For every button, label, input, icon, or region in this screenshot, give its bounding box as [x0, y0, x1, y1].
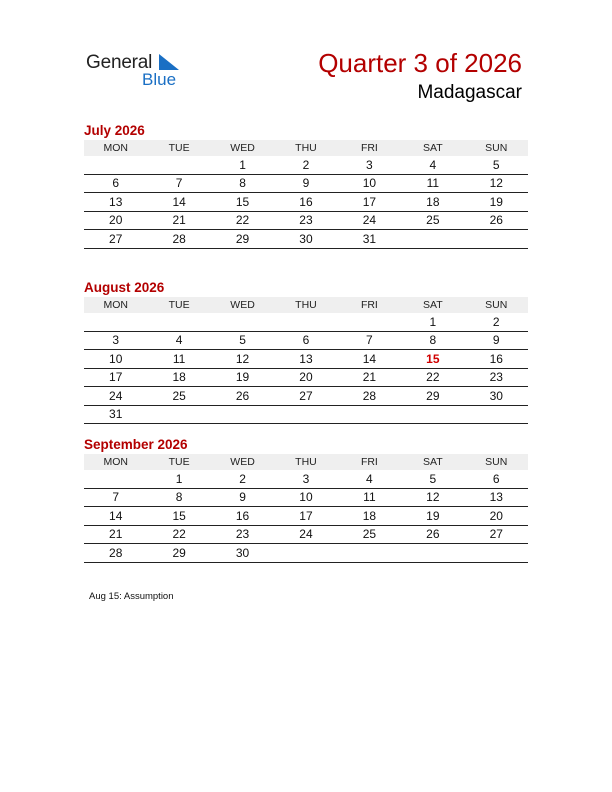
month-table — [84, 140, 528, 249]
day-cell: 21 — [147, 211, 210, 230]
empty-day-cell — [274, 544, 337, 563]
day-cell: 17 — [274, 507, 337, 526]
day-cell: 20 — [465, 507, 528, 526]
month-calendar — [84, 122, 528, 249]
day-cell: 13 — [84, 193, 147, 212]
day-cell: 24 — [338, 211, 401, 230]
day-cell: 31 — [338, 230, 401, 249]
weekday-header: SUN — [465, 140, 528, 156]
empty-day-cell — [147, 156, 210, 174]
day-cell: 27 — [274, 387, 337, 406]
day-cell: 30 — [274, 230, 337, 249]
day-cell: 26 — [465, 211, 528, 230]
weekday-header-row — [84, 297, 528, 313]
day-cell: 16 — [211, 507, 274, 526]
empty-day-cell — [274, 405, 337, 424]
weekday-header: WED — [211, 297, 274, 313]
empty-day-cell — [147, 405, 210, 424]
generalblue-logo — [86, 52, 196, 92]
week-row — [84, 387, 528, 406]
day-cell: 10 — [274, 488, 337, 507]
day-cell: 9 — [211, 488, 274, 507]
day-cell: 30 — [465, 387, 528, 406]
day-cell: 8 — [211, 174, 274, 193]
weekday-header: MON — [84, 140, 147, 156]
day-cell: 28 — [147, 230, 210, 249]
weekday-header: SAT — [401, 454, 464, 470]
day-cell: 1 — [147, 470, 210, 488]
empty-day-cell — [338, 544, 401, 563]
weekday-header: WED — [211, 454, 274, 470]
day-cell: 19 — [465, 193, 528, 212]
week-row — [84, 313, 528, 331]
day-cell: 13 — [274, 350, 337, 369]
day-cell: 7 — [84, 488, 147, 507]
empty-day-cell — [84, 313, 147, 331]
weekday-header: FRI — [338, 140, 401, 156]
empty-day-cell — [465, 405, 528, 424]
day-cell: 22 — [147, 525, 210, 544]
day-cell: 23 — [274, 211, 337, 230]
day-cell: 14 — [84, 507, 147, 526]
day-cell: 4 — [147, 331, 210, 350]
month-title: September 2026 — [84, 437, 188, 452]
day-cell: 27 — [84, 230, 147, 249]
day-cell: 16 — [465, 350, 528, 369]
day-cell: 24 — [274, 525, 337, 544]
logo-flag-icon — [159, 54, 179, 70]
logo-blue-text: Blue — [142, 70, 177, 89]
day-cell: 28 — [338, 387, 401, 406]
empty-day-cell — [147, 313, 210, 331]
day-cell: 15 — [147, 507, 210, 526]
day-cell: 2 — [465, 313, 528, 331]
empty-day-cell — [274, 313, 337, 331]
week-row — [84, 470, 528, 488]
empty-day-cell — [84, 156, 147, 174]
weekday-header: FRI — [338, 454, 401, 470]
day-cell: 26 — [211, 387, 274, 406]
day-cell: 22 — [401, 368, 464, 387]
day-cell: 7 — [147, 174, 210, 193]
day-cell: 8 — [147, 488, 210, 507]
month-calendar — [84, 279, 528, 424]
day-cell: 19 — [211, 368, 274, 387]
empty-day-cell — [401, 544, 464, 563]
week-row — [84, 488, 528, 507]
day-cell: 23 — [465, 368, 528, 387]
day-cell: 13 — [465, 488, 528, 507]
holiday-day-cell: 15 — [401, 350, 464, 369]
week-row — [84, 544, 528, 563]
day-cell: 14 — [338, 350, 401, 369]
day-cell: 20 — [274, 368, 337, 387]
week-row — [84, 193, 528, 212]
week-row — [84, 230, 528, 249]
weekday-header-row — [84, 140, 528, 156]
day-cell: 26 — [401, 525, 464, 544]
weekday-header: SUN — [465, 297, 528, 313]
weekday-header: THU — [274, 140, 337, 156]
weekday-header: TUE — [147, 140, 210, 156]
day-cell: 28 — [84, 544, 147, 563]
day-cell: 22 — [211, 211, 274, 230]
day-cell: 27 — [465, 525, 528, 544]
day-cell: 21 — [338, 368, 401, 387]
day-cell: 29 — [147, 544, 210, 563]
day-cell: 3 — [274, 470, 337, 488]
day-cell: 18 — [338, 507, 401, 526]
empty-day-cell — [401, 405, 464, 424]
empty-day-cell — [211, 405, 274, 424]
weekday-header: THU — [274, 297, 337, 313]
day-cell: 1 — [211, 156, 274, 174]
day-cell: 11 — [338, 488, 401, 507]
month-calendar — [84, 436, 528, 563]
day-cell: 15 — [211, 193, 274, 212]
week-row — [84, 507, 528, 526]
day-cell: 14 — [147, 193, 210, 212]
day-cell: 20 — [84, 211, 147, 230]
empty-day-cell — [211, 313, 274, 331]
week-row — [84, 156, 528, 174]
month-title: July 2026 — [84, 123, 145, 138]
day-cell: 18 — [147, 368, 210, 387]
empty-day-cell — [84, 470, 147, 488]
weekday-header: TUE — [147, 297, 210, 313]
day-cell: 29 — [401, 387, 464, 406]
day-cell: 19 — [401, 507, 464, 526]
weekday-header: SAT — [401, 297, 464, 313]
empty-day-cell — [465, 544, 528, 563]
month-title: August 2026 — [84, 280, 165, 295]
day-cell: 6 — [274, 331, 337, 350]
day-cell: 23 — [211, 525, 274, 544]
day-cell: 10 — [338, 174, 401, 193]
holiday-note: Aug 15: Assumption — [89, 591, 174, 602]
day-cell: 2 — [274, 156, 337, 174]
day-cell: 4 — [338, 470, 401, 488]
week-row — [84, 174, 528, 193]
day-cell: 12 — [401, 488, 464, 507]
weekday-header: SUN — [465, 454, 528, 470]
weekday-header: TUE — [147, 454, 210, 470]
day-cell: 5 — [465, 156, 528, 174]
weekday-header: MON — [84, 454, 147, 470]
day-cell: 25 — [401, 211, 464, 230]
day-cell: 29 — [211, 230, 274, 249]
day-cell: 10 — [84, 350, 147, 369]
day-cell: 11 — [147, 350, 210, 369]
empty-day-cell — [338, 405, 401, 424]
day-cell: 2 — [211, 470, 274, 488]
day-cell: 8 — [401, 331, 464, 350]
weekday-header-row — [84, 454, 528, 470]
day-cell: 12 — [465, 174, 528, 193]
day-cell: 21 — [84, 525, 147, 544]
week-row — [84, 368, 528, 387]
day-cell: 3 — [84, 331, 147, 350]
day-cell: 12 — [211, 350, 274, 369]
page-title: Quarter 3 of 2026 — [318, 48, 522, 78]
day-cell: 11 — [401, 174, 464, 193]
weekday-header: MON — [84, 297, 147, 313]
day-cell: 24 — [84, 387, 147, 406]
weekday-header: THU — [274, 454, 337, 470]
week-row — [84, 211, 528, 230]
day-cell: 4 — [401, 156, 464, 174]
logo-general-text: General — [86, 52, 153, 73]
empty-day-cell — [338, 313, 401, 331]
day-cell: 31 — [84, 405, 147, 424]
day-cell: 25 — [338, 525, 401, 544]
weekday-header: FRI — [338, 297, 401, 313]
empty-day-cell — [465, 230, 528, 249]
day-cell: 6 — [465, 470, 528, 488]
day-cell: 17 — [338, 193, 401, 212]
country-name: Madagascar — [417, 82, 522, 103]
day-cell: 1 — [401, 313, 464, 331]
day-cell: 9 — [274, 174, 337, 193]
day-cell: 5 — [211, 331, 274, 350]
weekday-header: WED — [211, 140, 274, 156]
month-table — [84, 454, 528, 563]
day-cell: 16 — [274, 193, 337, 212]
day-cell: 17 — [84, 368, 147, 387]
week-row — [84, 405, 528, 424]
day-cell: 5 — [401, 470, 464, 488]
week-row — [84, 525, 528, 544]
day-cell: 7 — [338, 331, 401, 350]
day-cell: 3 — [338, 156, 401, 174]
day-cell: 6 — [84, 174, 147, 193]
day-cell: 30 — [211, 544, 274, 563]
day-cell: 18 — [401, 193, 464, 212]
month-table — [84, 297, 528, 424]
week-row — [84, 350, 528, 369]
weekday-header: SAT — [401, 140, 464, 156]
day-cell: 25 — [147, 387, 210, 406]
day-cell: 9 — [465, 331, 528, 350]
empty-day-cell — [401, 230, 464, 249]
week-row — [84, 331, 528, 350]
